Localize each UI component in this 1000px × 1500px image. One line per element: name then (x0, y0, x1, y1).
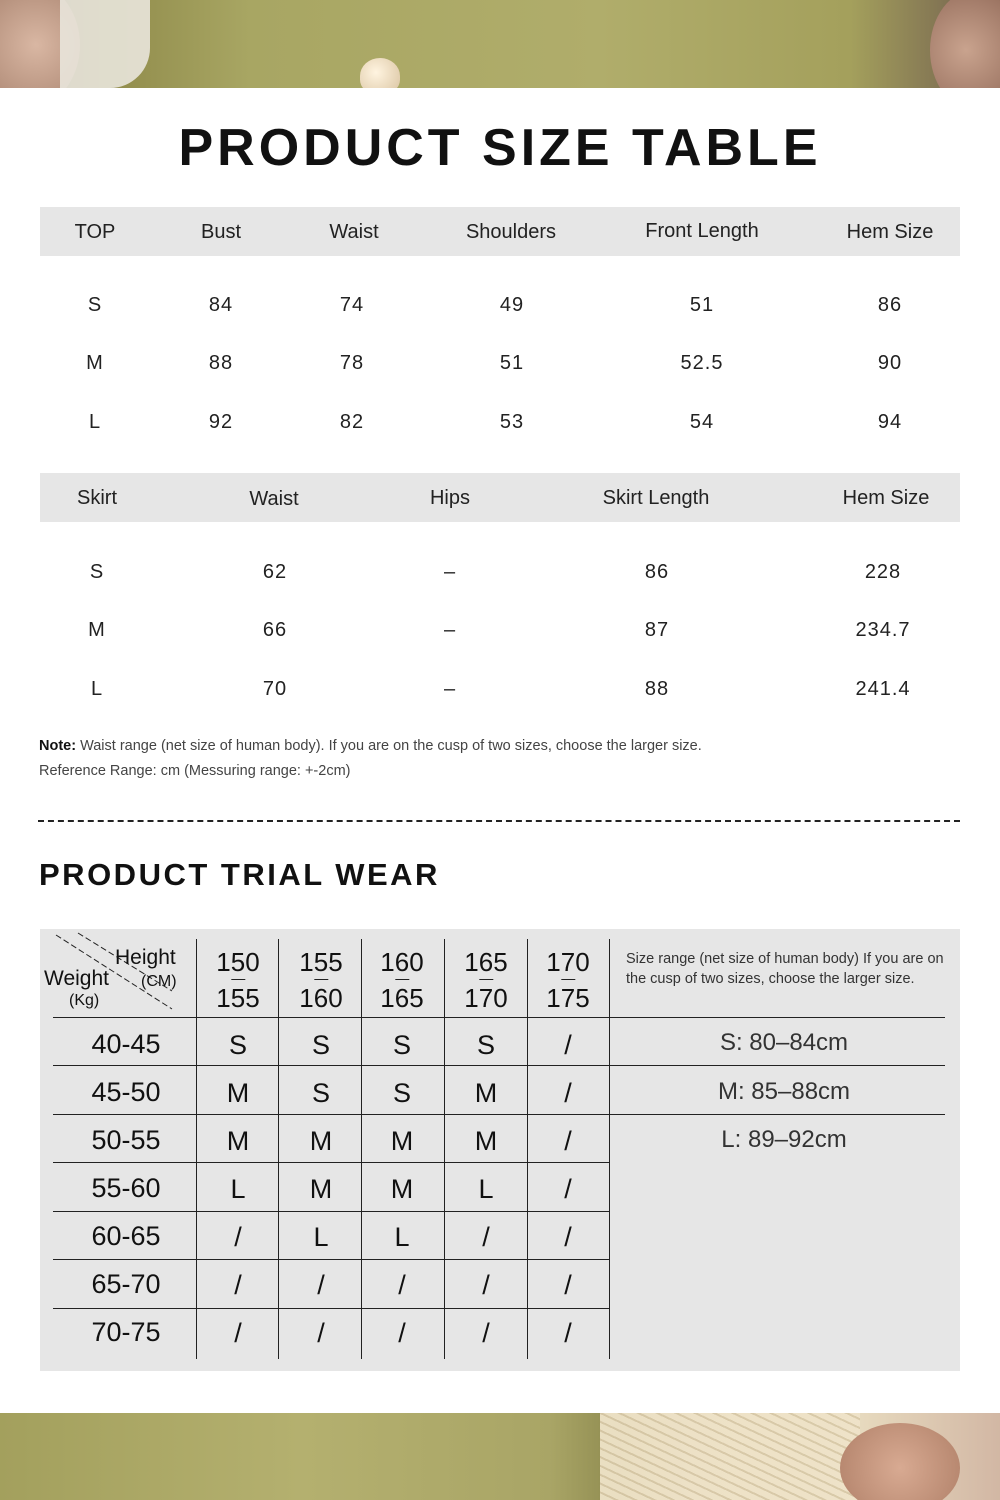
size-cell: / (398, 1270, 406, 1300)
skirt-length: 86 (644, 561, 670, 583)
size-cell: / (234, 1222, 242, 1252)
skirt-length: 88 (644, 678, 670, 700)
note-text: Waist range (net size of human body). If you are on the cusp of two sizes, choose the larger size. (76, 738, 702, 754)
size-cell: / (234, 1270, 242, 1300)
size-cell: / (564, 1270, 572, 1300)
height-to: 175 (546, 983, 590, 1013)
height-from: 165 (464, 947, 508, 977)
product-photo-bottom (0, 1413, 1000, 1500)
height-range-150 (216, 944, 259, 1016)
row-divider (53, 1162, 609, 1163)
photo-arm-right (930, 0, 1000, 88)
top-size: M (86, 352, 104, 374)
size-cell: / (317, 1270, 325, 1300)
size-cell: M (309, 1126, 333, 1156)
row-divider (53, 1211, 609, 1212)
top-waist: 82 (339, 411, 365, 433)
top-shoulders: 53 (499, 411, 525, 433)
size-cell: / (482, 1318, 490, 1348)
top-hem-size: 90 (877, 352, 903, 374)
top-header-waist: Waist (329, 221, 379, 243)
skirt-header-waist: Waist (249, 488, 299, 510)
size-cell: / (482, 1222, 490, 1252)
top-bust: 88 (208, 352, 234, 374)
top-front-length: 52.5 (680, 352, 724, 374)
skirt-size: L (90, 678, 104, 700)
corner-height-unit: (CM) (141, 973, 177, 990)
height-from: 155 (299, 947, 343, 977)
column-divider (361, 939, 362, 1359)
top-front-length: 54 (689, 411, 715, 433)
corner-weight-label: Weight (44, 967, 109, 990)
size-cell: M (390, 1126, 414, 1156)
corner-weight-unit: (Kg) (69, 992, 100, 1009)
height-to: 165 (380, 983, 424, 1013)
size-cell: L (478, 1174, 494, 1204)
top-header-shoulders: Shoulders (465, 221, 557, 243)
height-to: 170 (464, 983, 508, 1013)
size-cell: S (311, 1078, 331, 1108)
size-cell: M (474, 1126, 498, 1156)
top-header-label: TOP (74, 221, 116, 243)
skirt-waist: 66 (262, 619, 288, 641)
size-range-s: S: 80–84cm (719, 1029, 849, 1056)
photo-hand (840, 1423, 960, 1500)
top-header-hem-size: Hem Size (846, 221, 934, 243)
height-from: 160 (380, 947, 424, 977)
skirt-waist: 62 (262, 561, 288, 583)
top-waist: 74 (339, 294, 365, 316)
row-divider (53, 1065, 609, 1066)
size-cell: / (564, 1174, 572, 1204)
column-divider (527, 939, 528, 1359)
size-cell: / (317, 1318, 325, 1348)
size-cell: / (564, 1030, 572, 1060)
top-hem-size: 86 (877, 294, 903, 316)
skirt-header-label: Skirt (77, 487, 117, 509)
reference-range: Reference Range: cm (Messuring range: +-2cm) (39, 763, 351, 779)
skirt-header-hem-size: Hem Size (842, 487, 930, 509)
size-cell: L (230, 1174, 246, 1204)
corner-height-label: Height (115, 946, 176, 969)
row-divider (53, 1114, 609, 1115)
size-cell: S (392, 1078, 412, 1108)
photo-book (600, 1413, 860, 1500)
size-cell: S (476, 1030, 496, 1060)
skirt-table-header (40, 473, 960, 522)
top-waist: 78 (339, 352, 365, 374)
range-divider (609, 1065, 945, 1066)
top-size: S (87, 294, 103, 316)
top-hem-size: 94 (877, 411, 903, 433)
trial-title: PRODUCT TRIAL WEAR (39, 857, 440, 892)
size-cell: / (482, 1270, 490, 1300)
product-photo-top (0, 0, 1000, 88)
size-cell: M (226, 1078, 250, 1108)
weight-range: 65-70 (91, 1269, 161, 1299)
size-note (39, 738, 702, 754)
skirt-size: M (88, 619, 106, 641)
page-title: PRODUCT SIZE TABLE (178, 119, 822, 177)
size-cell: M (474, 1078, 498, 1108)
skirt-hem-size: 241.4 (855, 678, 911, 700)
size-cell: / (564, 1222, 572, 1252)
skirt-hem-size: 228 (864, 561, 902, 583)
photo-button (360, 58, 400, 88)
size-cell: / (564, 1078, 572, 1108)
size-cell: / (398, 1318, 406, 1348)
skirt-size: S (89, 561, 105, 583)
size-cell: M (226, 1126, 250, 1156)
top-size: L (88, 411, 102, 433)
top-bust: 92 (208, 411, 234, 433)
weight-range: 55-60 (91, 1173, 161, 1203)
size-cell: / (234, 1318, 242, 1348)
size-range-note: Size range (net size of human body) If you are on the cusp of two sizes, choose the larger size. (626, 951, 944, 987)
top-bust: 84 (208, 294, 234, 316)
size-cell: / (564, 1126, 572, 1156)
column-divider (444, 939, 445, 1359)
row-divider (53, 1259, 609, 1260)
height-range-165 (464, 944, 507, 1016)
top-front-length: 51 (689, 294, 715, 316)
height-range-170 (546, 944, 589, 1016)
size-cell: / (564, 1318, 572, 1348)
trial-wear-table (40, 929, 960, 1371)
size-cell: S (311, 1030, 331, 1060)
column-divider (196, 939, 197, 1359)
column-divider (609, 939, 610, 1359)
height-from: 150 (216, 947, 260, 977)
row-divider (53, 1308, 609, 1309)
photo-sleeve (60, 0, 150, 88)
size-cell: S (392, 1030, 412, 1060)
weight-range: 50-55 (91, 1125, 161, 1155)
weight-range: 45-50 (91, 1077, 161, 1107)
row-divider (53, 1017, 609, 1018)
top-shoulders: 49 (499, 294, 525, 316)
section-divider (38, 820, 960, 822)
size-range-m: M: 85–88cm (717, 1078, 851, 1105)
size-cell: M (390, 1174, 414, 1204)
column-divider (278, 939, 279, 1359)
size-cell: L (394, 1222, 410, 1252)
skirt-hem-size: 234.7 (855, 619, 911, 641)
top-header-bust: Bust (200, 221, 242, 243)
skirt-hips: – (443, 619, 457, 641)
height-range-155 (299, 944, 342, 1016)
weight-range: 40-45 (91, 1029, 161, 1059)
top-header-front-length: Front Length (645, 220, 759, 242)
note-label: Note: (39, 738, 77, 754)
height-to: 160 (299, 983, 343, 1013)
skirt-header-length: Skirt Length (602, 487, 710, 509)
skirt-hips: – (443, 561, 457, 583)
weight-range: 70-75 (91, 1317, 161, 1347)
height-range-160 (380, 944, 423, 1016)
size-cell: L (313, 1222, 329, 1252)
skirt-header-hips: Hips (429, 487, 471, 509)
size-cell: S (228, 1030, 248, 1060)
height-from: 170 (546, 947, 590, 977)
range-divider (609, 1114, 945, 1115)
height-to: 155 (216, 983, 260, 1013)
size-cell: M (309, 1174, 333, 1204)
weight-range: 60-65 (91, 1221, 161, 1251)
top-table-header (40, 207, 960, 256)
size-range-l: L: 89–92cm (721, 1126, 847, 1153)
skirt-length: 87 (644, 619, 670, 641)
top-shoulders: 51 (499, 352, 525, 374)
skirt-waist: 70 (262, 678, 288, 700)
range-divider (609, 1017, 945, 1018)
skirt-hips: – (443, 678, 457, 700)
